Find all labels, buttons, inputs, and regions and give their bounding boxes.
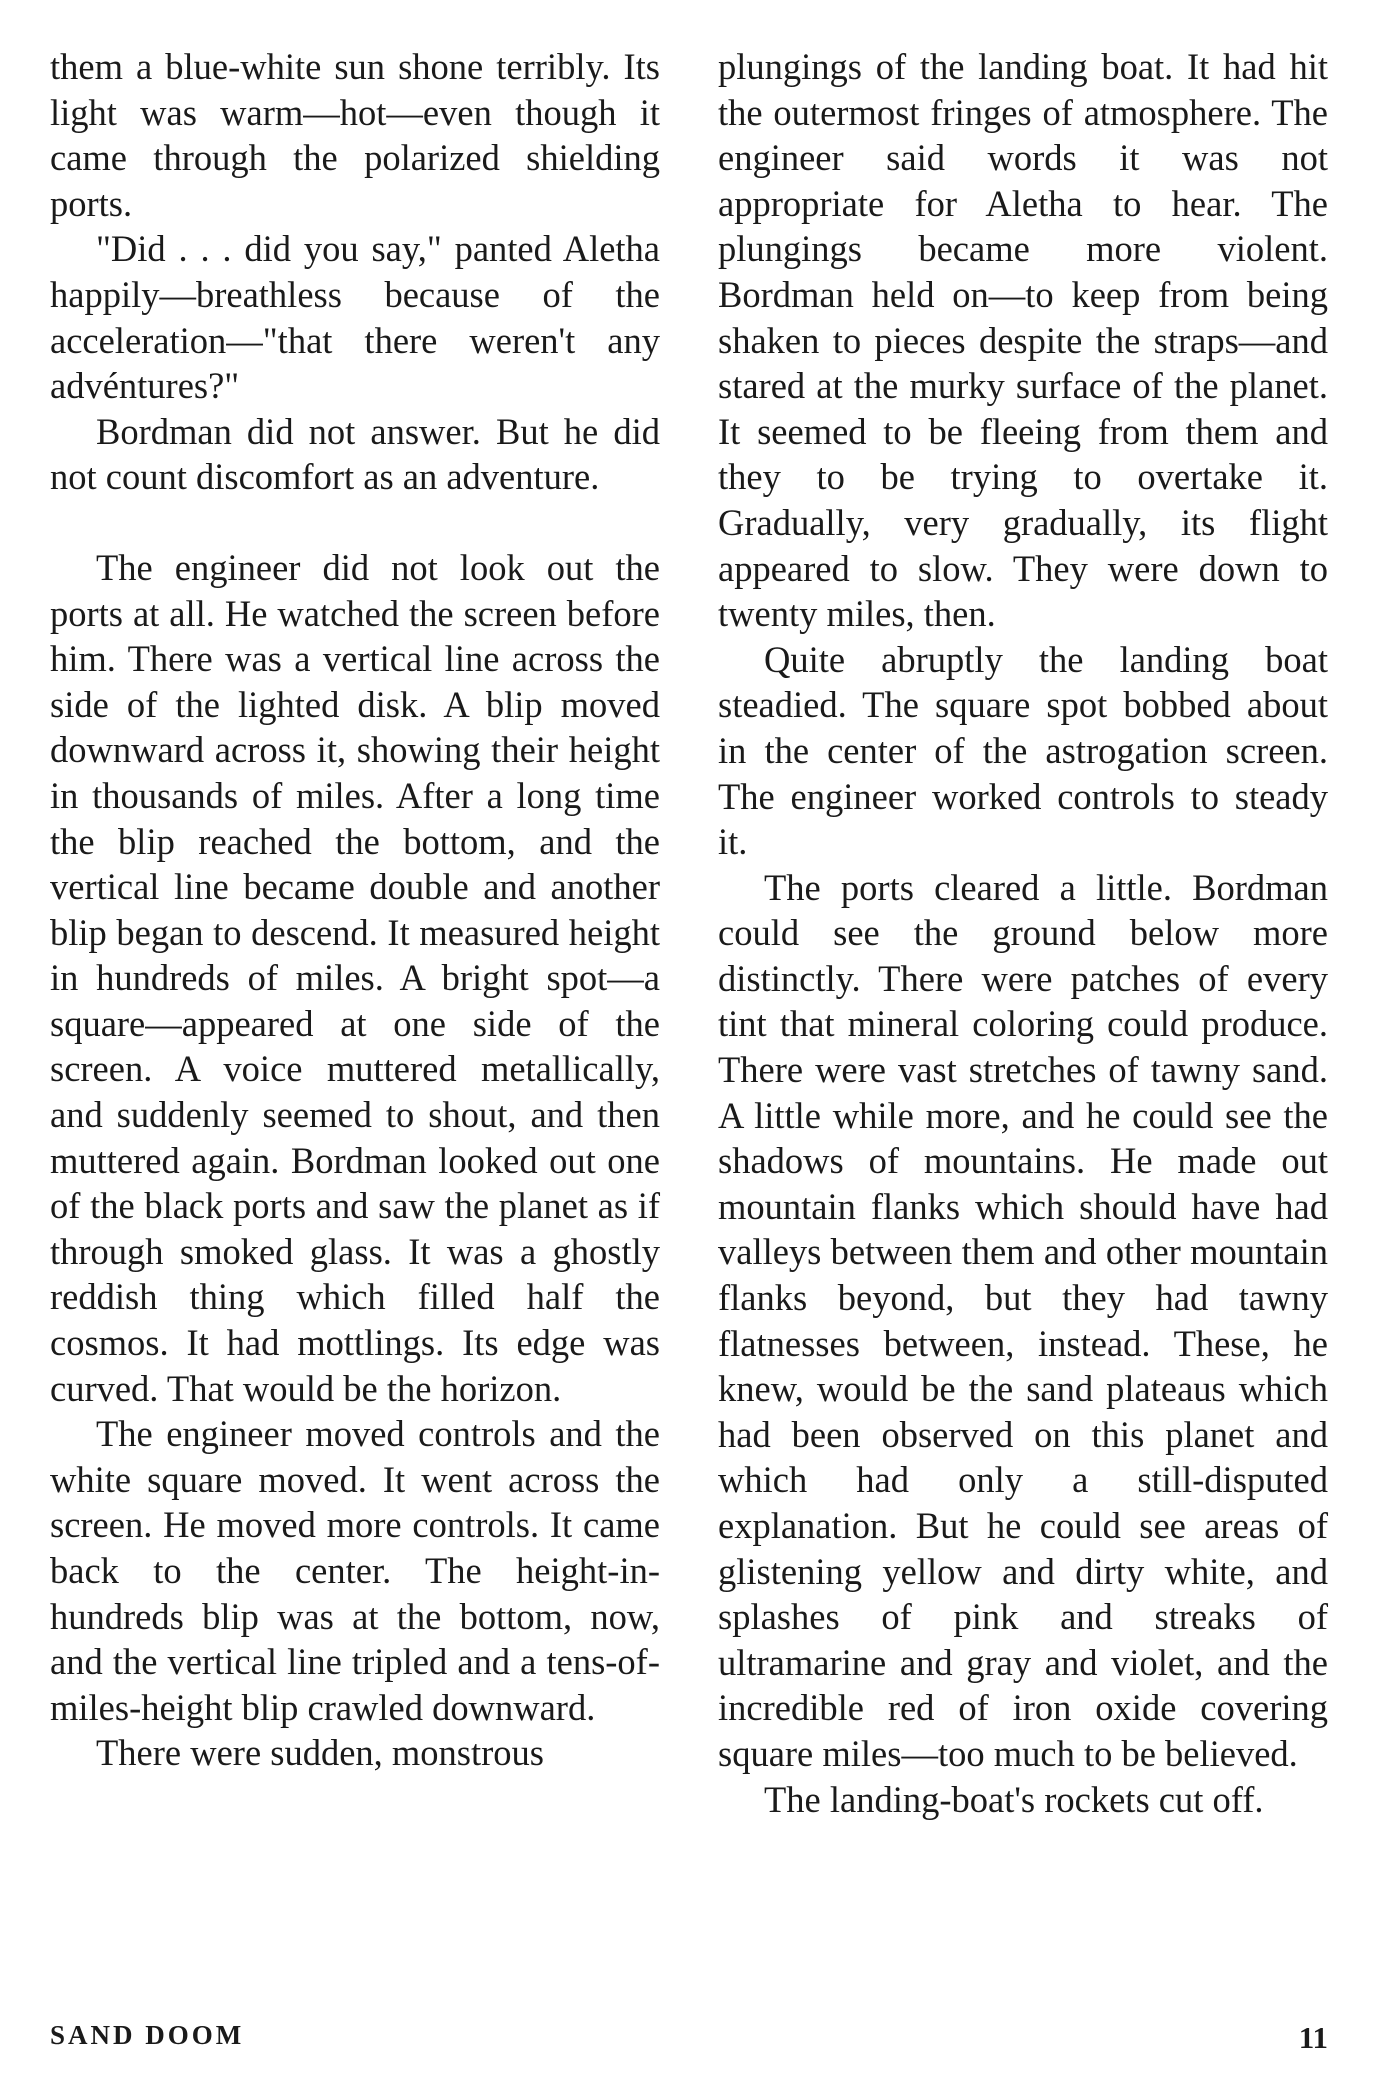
- paragraph: The landing-boat's rockets cut off.: [764, 1778, 1264, 1820]
- paragraph: The engineer did not look out the ports at all. He watched the screen before him. There was a vertical line across the side of the lighted disk. A blip moved downward across it, showing their height in thousands of miles. After a long time the blip reached the bottom, and the vertical line became double and another blip began to descend. It measured height in hundreds of miles. A bright spot—a square—appeared at one side of the screen. A voice muttered metallically, and suddenly seemed to shout, and then muttered again. Bordman looked out one of the black ports and saw the planet as if through smoked glass. It was a ghostly reddish thing which filled half the cosmos. It had mottlings. Its edge was curved. That would be the horizon.: [50, 546, 660, 1409]
- paragraph: them a blue-white sun shone terribly. Its light was warm—hot—even though it came through the polarized shielding ports.: [50, 46, 660, 224]
- paragraph: Bordman did not answer. But he did not count discomfort as an adventure.: [50, 410, 660, 498]
- paragraph: Quite abruptly the landing boat steadied. The square spot bobbed about in the center of the astrogation screen. The engineer worked controls to steady it.: [718, 638, 1328, 863]
- right-column: [718, 44, 1328, 1822]
- paragraph: The engineer moved controls and the white square moved. It went across the screen. He moved more controls. It came back to the center. The height-in-hundreds blip was at the bottom, now, and the vertical line tripled and a tens-of-miles-height blip crawled downward.: [50, 1413, 660, 1728]
- paragraph: "Did . . . did you say," panted Aletha happily—breathless because of the acceleration—"that there weren't any advéntures?": [50, 228, 660, 407]
- paragraph: There were sudden, monstrous: [96, 1732, 545, 1774]
- paragraph: plungings of the landing boat. It had hit the outermost fringes of atmosphere. The engineer said words it was not appropriate for Aletha to hear. The plungings became more violent. Bordman held on—to keep from being shaken to pieces despite the straps—and stared at the murky surface of the planet. It seemed to be fleeing from them and they to be trying to overtake it. Gradually, very gradually, its flight appeared to slow. They were down to twenty miles, then.: [718, 46, 1328, 635]
- left-column: [50, 44, 660, 1776]
- running-title: SAND DOOM: [50, 2020, 245, 2050]
- page-number: 11: [1298, 2020, 1328, 2055]
- paragraph: The ports cleared a little. Bordman could see the ground below more distinctly. There were patches of every tint that mineral coloring could produce. There were vast stretches of tawny sand. A little while more, and he could see the shadows of mountains. He made out mountain flanks which should have had valleys between them and other mountain flanks beyond, but they had tawny flatnesses between, instead. These, he knew, would be the sand plateaus which had been observed on this planet and which had only a still-disputed explanation. But he could see areas of glistening yellow and dirty white, and splashes of pink and streaks of ultramarine and gray and violet, and the incredible red of iron oxide covering square miles—too much to be believed.: [718, 866, 1328, 1774]
